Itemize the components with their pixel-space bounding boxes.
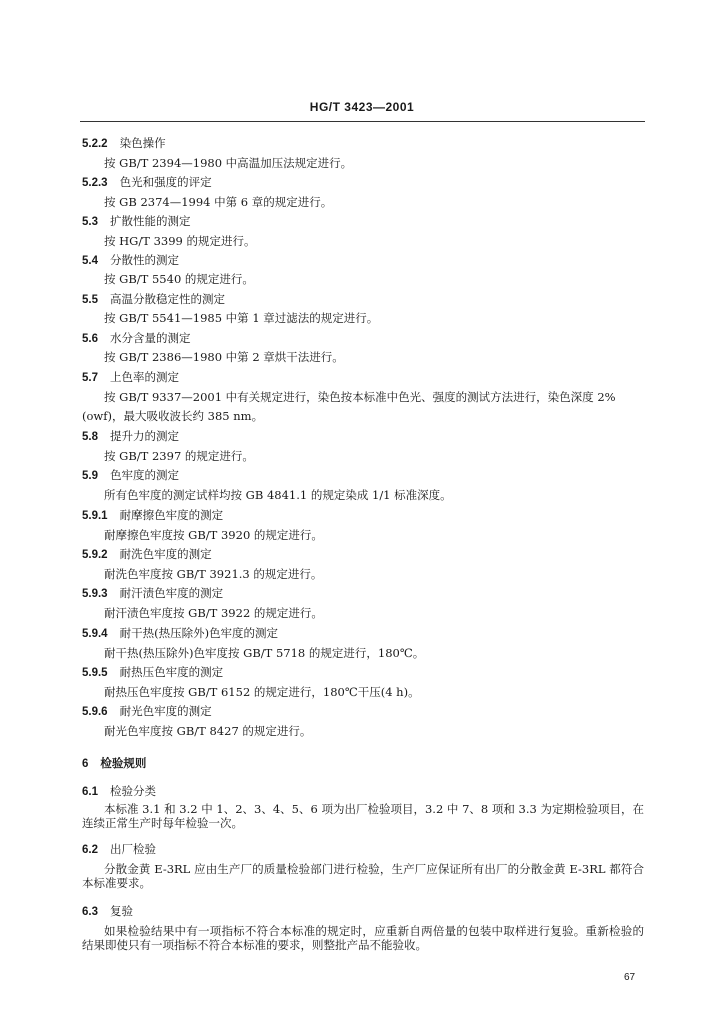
- clause-text: 耐光色牢度按 GB/T 8427 的规定进行。: [104, 724, 312, 738]
- clause-title: 染色操作: [119, 136, 166, 150]
- clause-heading: [82, 547, 212, 562]
- clause-text: 按 GB/T 5541—1985 中第 1 章过滤法的规定进行。: [104, 311, 379, 325]
- clause-heading: [82, 214, 191, 229]
- clause-number: 5.9.3: [82, 588, 108, 600]
- clause-title: 色光和强度的评定: [119, 175, 212, 189]
- page-header: HG/T 3423—2001: [309, 100, 415, 114]
- section-title: 检验规则: [100, 756, 147, 770]
- clause-text: 耐洗色牢度按 GB/T 3921.3 的规定进行。: [104, 567, 323, 581]
- clause-heading: [82, 842, 156, 857]
- clause-number: 5.2.3: [82, 177, 108, 189]
- clause-title: 提升力的测定: [110, 429, 179, 443]
- clause-title: 复验: [110, 904, 133, 918]
- clause-heading: [82, 292, 225, 307]
- clause-heading: [82, 704, 212, 719]
- clause-number: 5.9.2: [82, 549, 108, 561]
- clause-number: 5.9.6: [82, 706, 108, 718]
- clause-text: 按 GB/T 2397 的规定进行。: [104, 449, 254, 463]
- clause-text: 按 GB/T 2386—1980 中第 2 章烘干法进行。: [104, 350, 344, 364]
- section-number: 6: [82, 758, 89, 770]
- clause-title: 分散性的测定: [110, 253, 179, 267]
- clause-paragraph: 分散金黄 E-3RL 应由生产厂的质量检验部门进行检验，生产厂应保证所有出厂的分散金黄 E-3RL 都符合本标准要求。: [82, 862, 644, 890]
- page-number: 67: [624, 972, 636, 983]
- clause-number: 6.3: [82, 906, 98, 918]
- clause-number: 6.2: [82, 844, 98, 856]
- clause-title: 耐摩擦色牢度的测定: [119, 508, 224, 522]
- section-heading: [82, 756, 146, 771]
- clause-text: 按 GB 2374—1994 中第 6 章的规定进行。: [104, 195, 333, 209]
- clause-text: 按 GB/T 9337—2001 中有关规定进行，染色按本标准中色光、强度的测试方法进行，染色深度 2%: [104, 390, 616, 404]
- clause-heading: [82, 429, 179, 444]
- clause-heading: [82, 253, 179, 268]
- clause-text: 按 GB/T 5540 的规定进行。: [104, 272, 254, 286]
- clause-text: 耐干热(热压除外)色牢度按 GB/T 5718 的规定进行，180℃。: [104, 646, 425, 660]
- clause-number: 5.9.5: [82, 667, 108, 679]
- clause-text: 耐摩擦色牢度按 GB/T 3920 的规定进行。: [104, 528, 323, 542]
- clause-number: 5.7: [82, 372, 98, 384]
- clause-heading: [82, 586, 223, 601]
- clause-number: 5.5: [82, 294, 98, 306]
- clause-text: 耐汗渍色牢度按 GB/T 3922 的规定进行。: [104, 606, 323, 620]
- clause-title: 扩散性能的测定: [110, 214, 191, 228]
- clause-number: 5.9.1: [82, 510, 108, 522]
- clause-title: 耐汗渍色牢度的测定: [119, 586, 224, 600]
- clause-heading: [82, 175, 212, 190]
- clause-text: 按 GB/T 2394—1980 中高温加压法规定进行。: [104, 156, 353, 170]
- clause-heading: [82, 331, 191, 346]
- clause-heading: [82, 468, 179, 483]
- clause-heading: [82, 370, 179, 385]
- header-rule: [80, 121, 645, 122]
- clause-number: 6.1: [82, 786, 98, 798]
- clause-title: 耐光色牢度的测定: [119, 704, 212, 718]
- clause-title: 耐干热(热压除外)色牢度的测定: [119, 626, 279, 640]
- clause-number: 5.8: [82, 431, 98, 443]
- clause-heading: [82, 626, 278, 641]
- clause-heading: [82, 784, 156, 799]
- clause-heading: [82, 508, 223, 523]
- clause-title: 出厂检验: [110, 842, 156, 856]
- clause-title: 高温分散稳定性的测定: [110, 292, 225, 306]
- clause-text: 按 HG/T 3399 的规定进行。: [104, 234, 256, 248]
- clause-title: 耐洗色牢度的测定: [119, 547, 212, 561]
- clause-number: 5.2.2: [82, 138, 108, 150]
- clause-number: 5.4: [82, 255, 98, 267]
- clause-title: 耐热压色牢度的测定: [119, 665, 224, 679]
- clause-title: 水分含量的测定: [110, 331, 191, 345]
- clause-title: 检验分类: [110, 784, 156, 798]
- clause-number: 5.9: [82, 470, 98, 482]
- clause-title: 上色率的测定: [110, 370, 179, 384]
- clause-text: 耐热压色牢度按 GB/T 6152 的规定进行，180℃干压(4 h)。: [104, 685, 420, 699]
- clause-title: 色牢度的测定: [110, 468, 179, 482]
- clause-text-continued: (owf)，最大吸收波长约 385 nm。: [82, 409, 264, 423]
- clause-heading: [82, 665, 223, 680]
- clause-paragraph: 本标准 3.1 和 3.2 中 1、2、3、4、5、6 项为出厂检验项目，3.2 中 7、8 项和 3.3 为定期检验项目，在连续正常生产时每年检验一次。: [82, 802, 644, 830]
- clause-number: 5.6: [82, 333, 98, 345]
- clause-heading: [82, 904, 133, 919]
- clause-number: 5.3: [82, 216, 98, 228]
- clause-text: 所有色牢度的测定试样均按 GB 4841.1 的规定染成 1/1 标准深度。: [104, 488, 452, 502]
- clause-heading: [82, 136, 166, 151]
- clause-number: 5.9.4: [82, 628, 108, 640]
- clause-paragraph: 如果检验结果中有一项指标不符合本标准的规定时，应重新自两倍量的包装中取样进行复验。重新检验的结果即使只有一项指标不符合本标准的要求，则整批产品不能验收。: [82, 924, 644, 952]
